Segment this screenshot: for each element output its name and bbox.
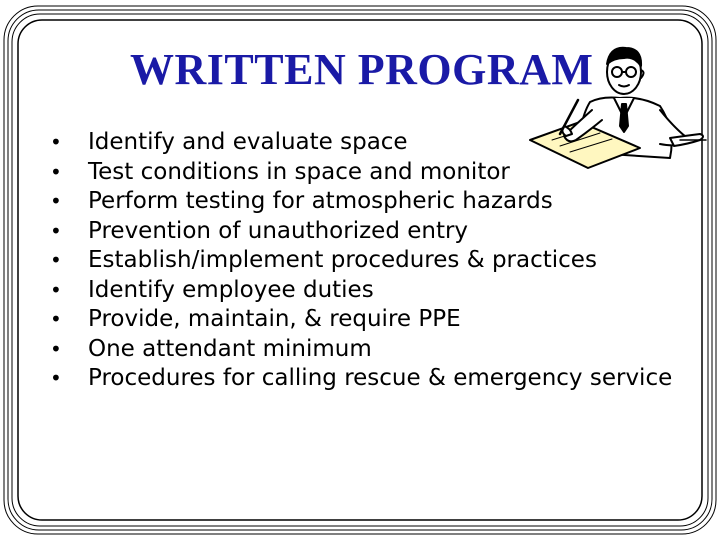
bullet-text: Identify employee duties	[88, 276, 374, 303]
bullet-text: One attendant minimum	[88, 335, 372, 362]
list-item	[50, 128, 710, 158]
bullet-text: Test conditions in space and monitor	[88, 158, 510, 185]
bullet-text: Procedures for calling rescue & emergency service	[88, 365, 673, 391]
bullet-list	[50, 128, 710, 394]
slide-title: WRITTEN PROGRAM	[130, 45, 594, 94]
list-item	[50, 187, 710, 217]
bullet-marker: •	[50, 248, 62, 272]
bullet-marker: •	[50, 218, 62, 243]
bullet-marker: •	[50, 130, 62, 154]
bullet-marker: •	[50, 189, 62, 213]
list-item	[50, 335, 710, 365]
bullet-marker: •	[50, 307, 62, 331]
list-item	[50, 217, 710, 247]
list-item	[50, 305, 710, 335]
bullet-marker: •	[50, 336, 62, 361]
bullet-text: Identify and evaluate space	[88, 129, 408, 155]
bullet-text: Perform testing for atmospheric hazards	[88, 188, 553, 214]
bullet-marker: •	[50, 277, 62, 302]
bullet-text: Prevention of unauthorized entry	[88, 217, 469, 244]
list-item	[50, 364, 710, 394]
bullet-marker: •	[50, 366, 62, 390]
bullet-text: Provide, maintain, & require PPE	[88, 306, 461, 332]
bullet-text: Establish/implement procedures & practices	[88, 247, 597, 273]
bullet-marker: •	[50, 159, 62, 184]
list-item	[50, 276, 710, 306]
list-item	[50, 158, 710, 188]
list-item	[50, 246, 710, 276]
